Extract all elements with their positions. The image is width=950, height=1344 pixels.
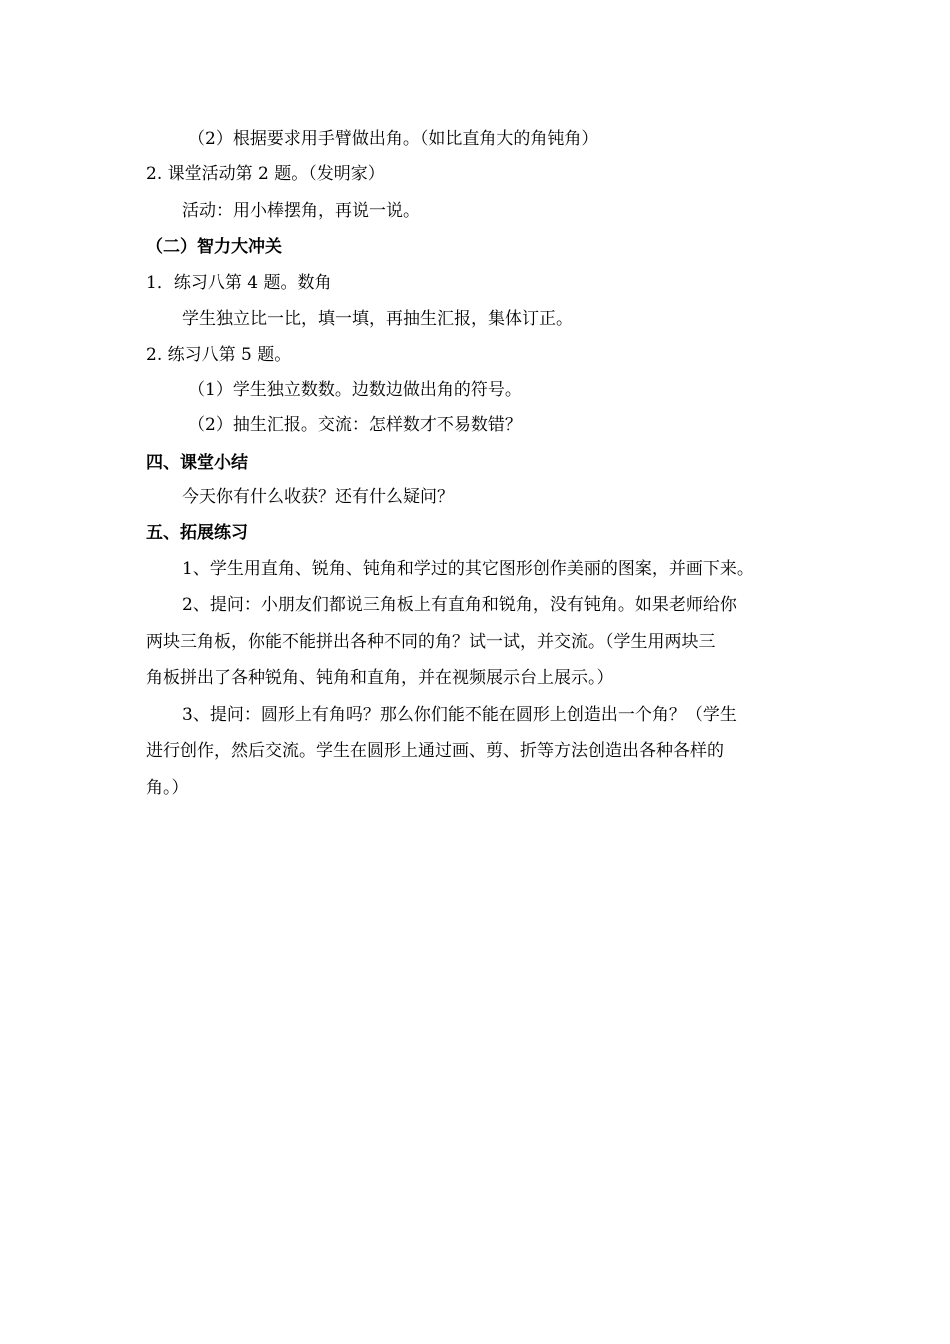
text-line: 角板拼出了各种锐角、钝角和直角，并在视频展示台上展示。） bbox=[146, 668, 614, 688]
text-line: （1）学生独立数数。边数边做出角的符号。 bbox=[188, 380, 522, 400]
text-line: 3、提问：圆形上有角吗？那么你们能不能在圆形上创造出一个角？（学生 bbox=[182, 705, 737, 725]
text-line: 学生独立比一比，填一填，再抽生汇报，集体订正。 bbox=[182, 309, 573, 329]
text-line: 角。） bbox=[146, 778, 189, 798]
text-line: 1、学生用直角、锐角、钝角和学过的其它图形创作美丽的图案，并画下来。 bbox=[182, 559, 754, 579]
text-line: （2）抽生汇报。交流：怎样数才不易数错？ bbox=[188, 415, 522, 435]
text-line: 2. 练习八第 5 题。 bbox=[146, 345, 292, 365]
text-line: 2、提问：小朋友们都说三角板上有直角和锐角，没有钝角。如果老师给你 bbox=[182, 595, 737, 615]
text-line: 活动：用小棒摆角，再说一说。 bbox=[182, 201, 420, 221]
text-line: 进行创作，然后交流。学生在圆形上通过画、剪、折等方法创造出各种各样的 bbox=[146, 741, 724, 761]
section-heading: 四、课堂小结 bbox=[146, 453, 248, 473]
text-line: 1．练习八第 4 题。数角 bbox=[146, 273, 332, 293]
text-line: （2）根据要求用手臂做出角。（如比直角大的角钝角） bbox=[188, 129, 599, 149]
section-heading: （二）智力大冲关 bbox=[146, 237, 282, 257]
text-line: 2. 课堂活动第 2 题。（发明家） bbox=[146, 164, 385, 184]
section-heading: 五、拓展练习 bbox=[146, 523, 248, 543]
text-line: 两块三角板，你能不能拼出各种不同的角？试一试，并交流。（学生用两块三 bbox=[146, 632, 716, 652]
text-line: 今天你有什么收获？还有什么疑问？ bbox=[182, 487, 454, 507]
